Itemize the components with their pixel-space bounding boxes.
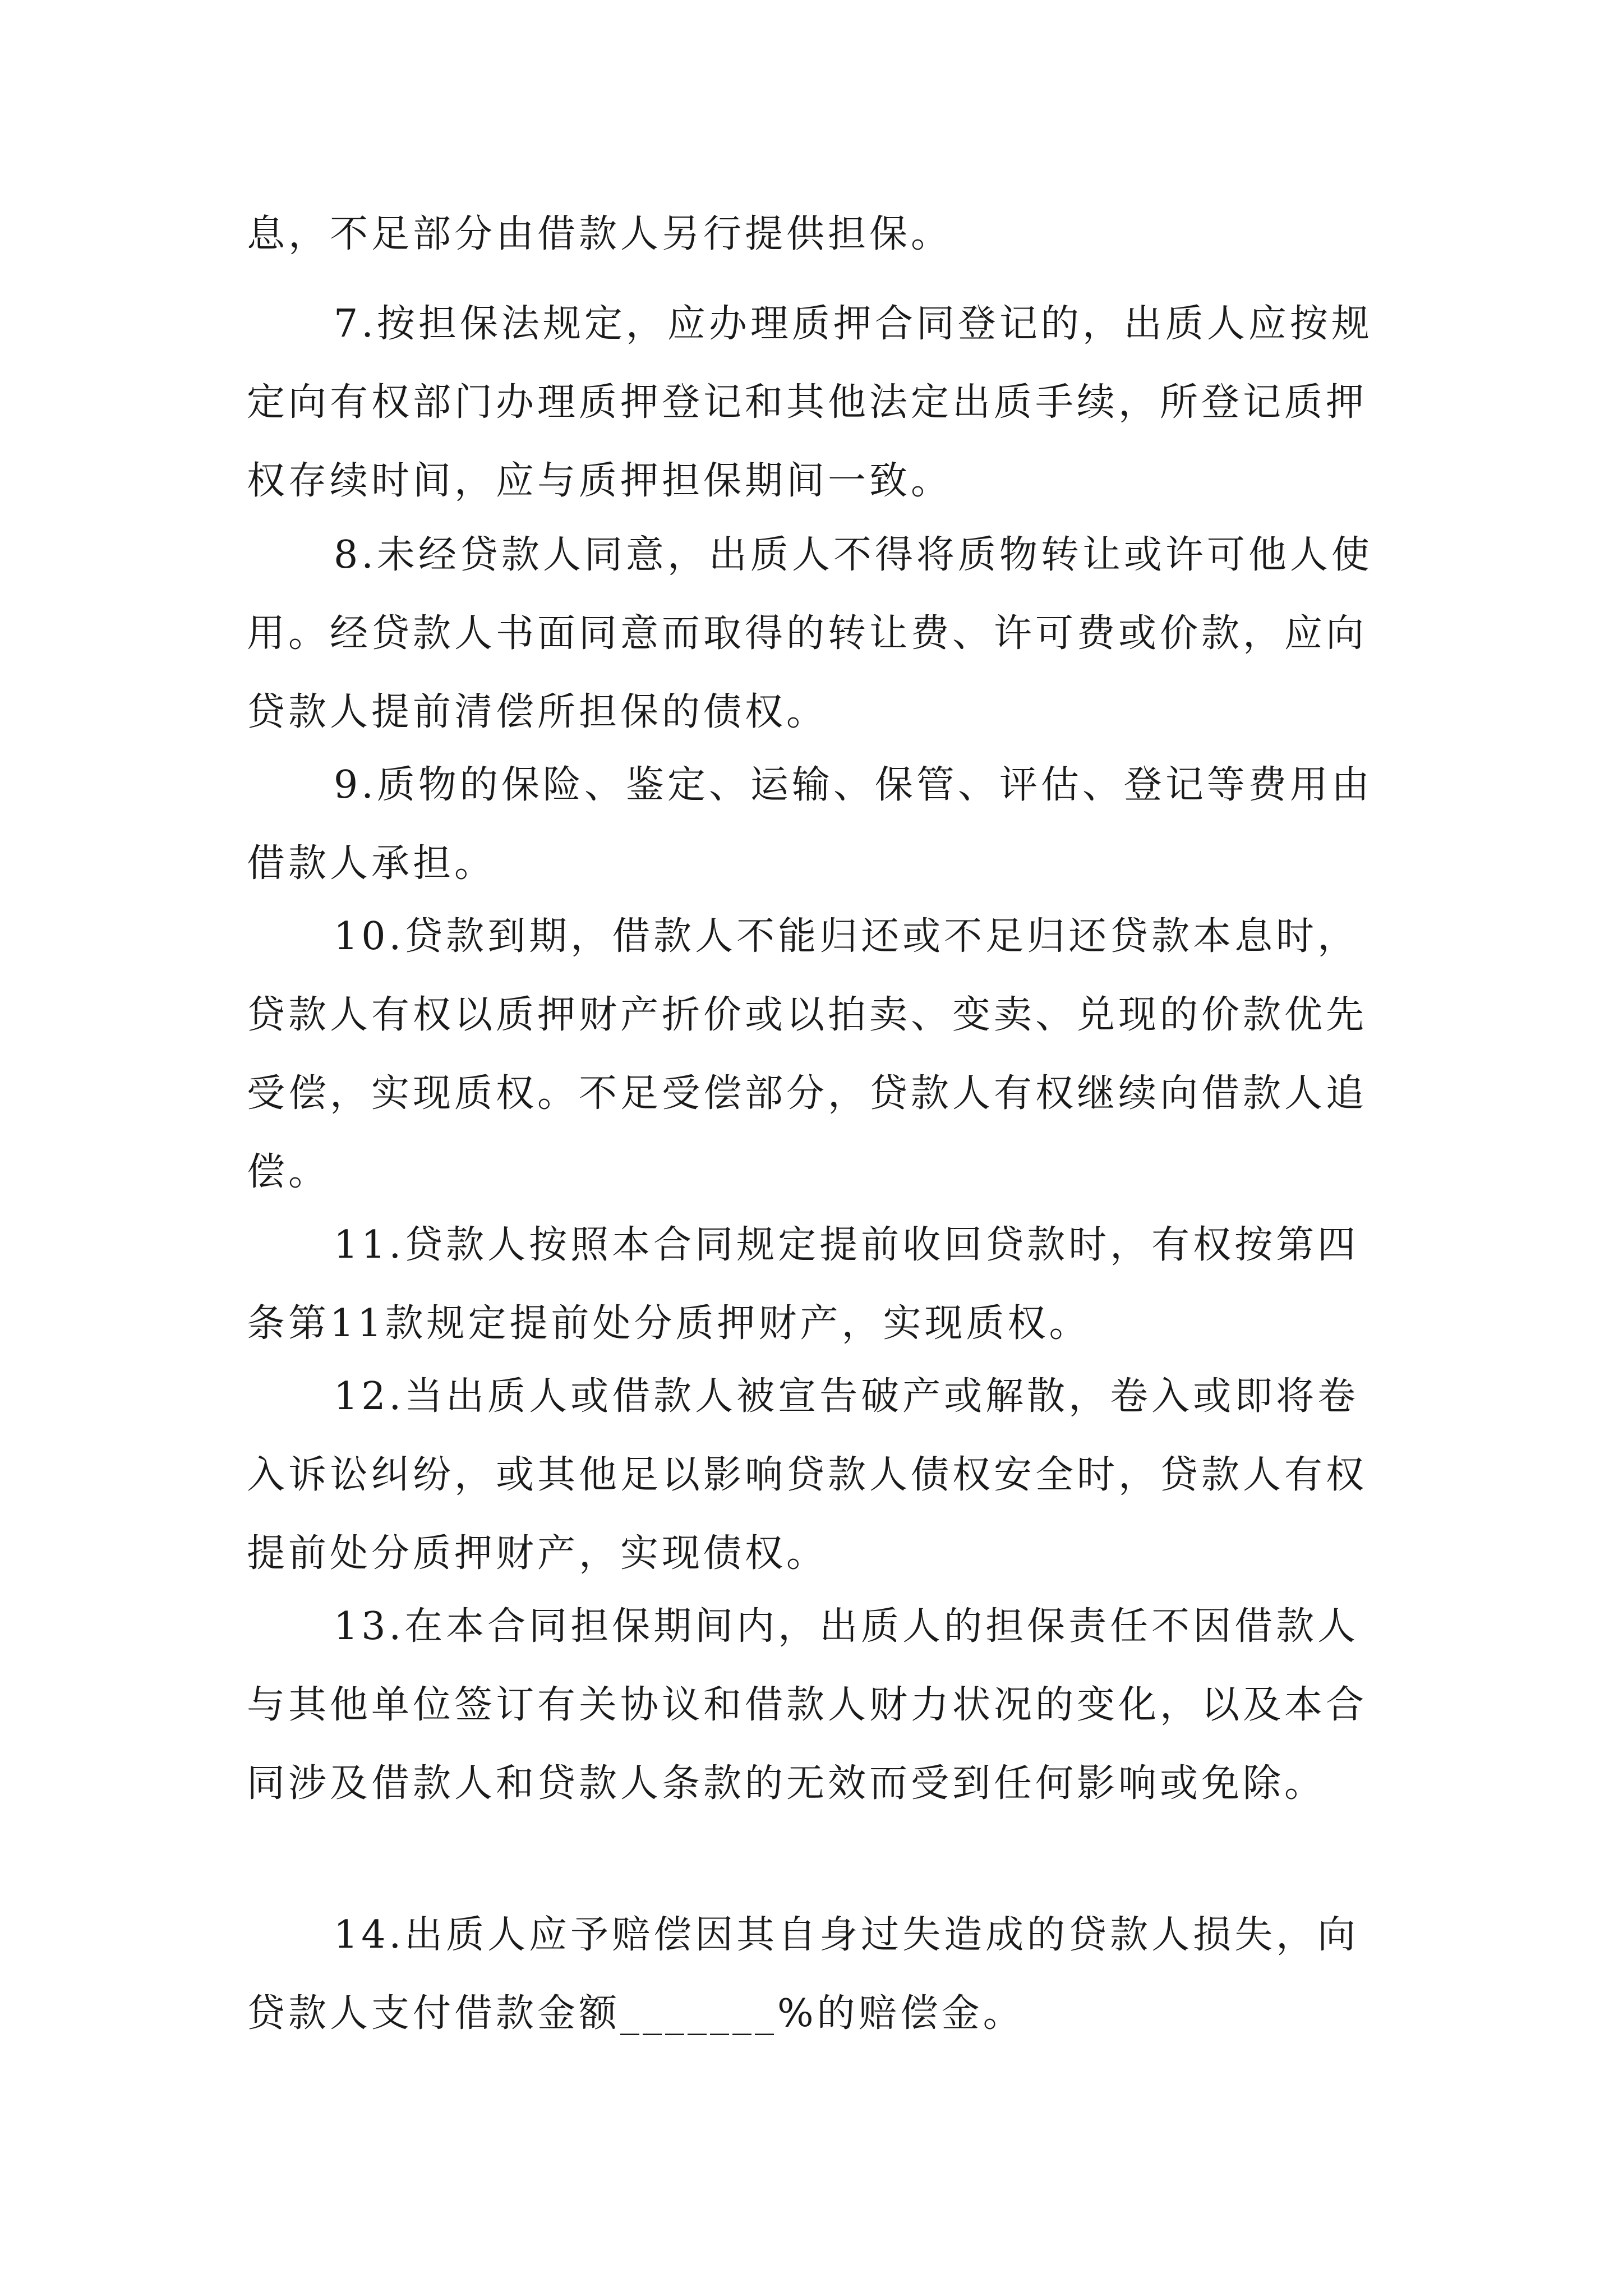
compensation-percent-blank: _______ (620, 1991, 778, 2036)
clause-12: 12.当出质人或借款人被宣告破产或解散，卷入或即将卷入诉讼纠纷，或其他足以影响贷款人债权安全时，贷款人有权提前处分质押财产，实现债权。 (247, 1374, 1368, 1576)
clause-7: 7.按担保法规定，应办理质押合同登记的，出质人应按规定向有权部门办理质押登记和其他法定出质手续，所登记质押权存续时间，应与质押担保期间一致。 (247, 302, 1373, 503)
clause-10: 10.贷款到期，借款人不能归还或不足归还贷款本息时，贷款人有权以质押财产折价或以拍卖、变卖、兑现的价款优先受偿，实现质权。不足受偿部分，贷款人有权继续向借款人追偿。 (247, 914, 1368, 1194)
clause-11: 11.贷款人按照本合同规定提前收回贷款时，有权按第四条第11款规定提前处分质押财产，实现质权。 (247, 1223, 1359, 1346)
paragraph-continuation: 息，不足部分由借款人另行提供担保。 (247, 212, 953, 256)
clause-14-text-before: 14.出质人应予赔偿因其自身过失造成的贷款人损失，向贷款人支付借款金额 (247, 1913, 1359, 2036)
clause-14 (247, 1896, 1391, 2053)
clause-9: 9.质物的保险、鉴定、运输、保管、评估、登记等费用由借款人承担。 (247, 763, 1373, 886)
clause-13: 13.在本合同担保期间内，出质人的担保责任不因借款人与其他单位签订有关协议和借款人财力状况的变化，以及本合同涉及借款人和贷款人条款的无效而受到任何影响或免除。 (247, 1604, 1368, 1806)
clause-14-text-after: %的赔偿金。 (777, 1991, 1025, 2036)
clause-8: 8.未经贷款人同意，出质人不得将质物转让或许可他人使用。经贷款人书面同意而取得的转让费、许可费或价款，应向贷款人提前清偿所担保的债权。 (247, 533, 1373, 734)
